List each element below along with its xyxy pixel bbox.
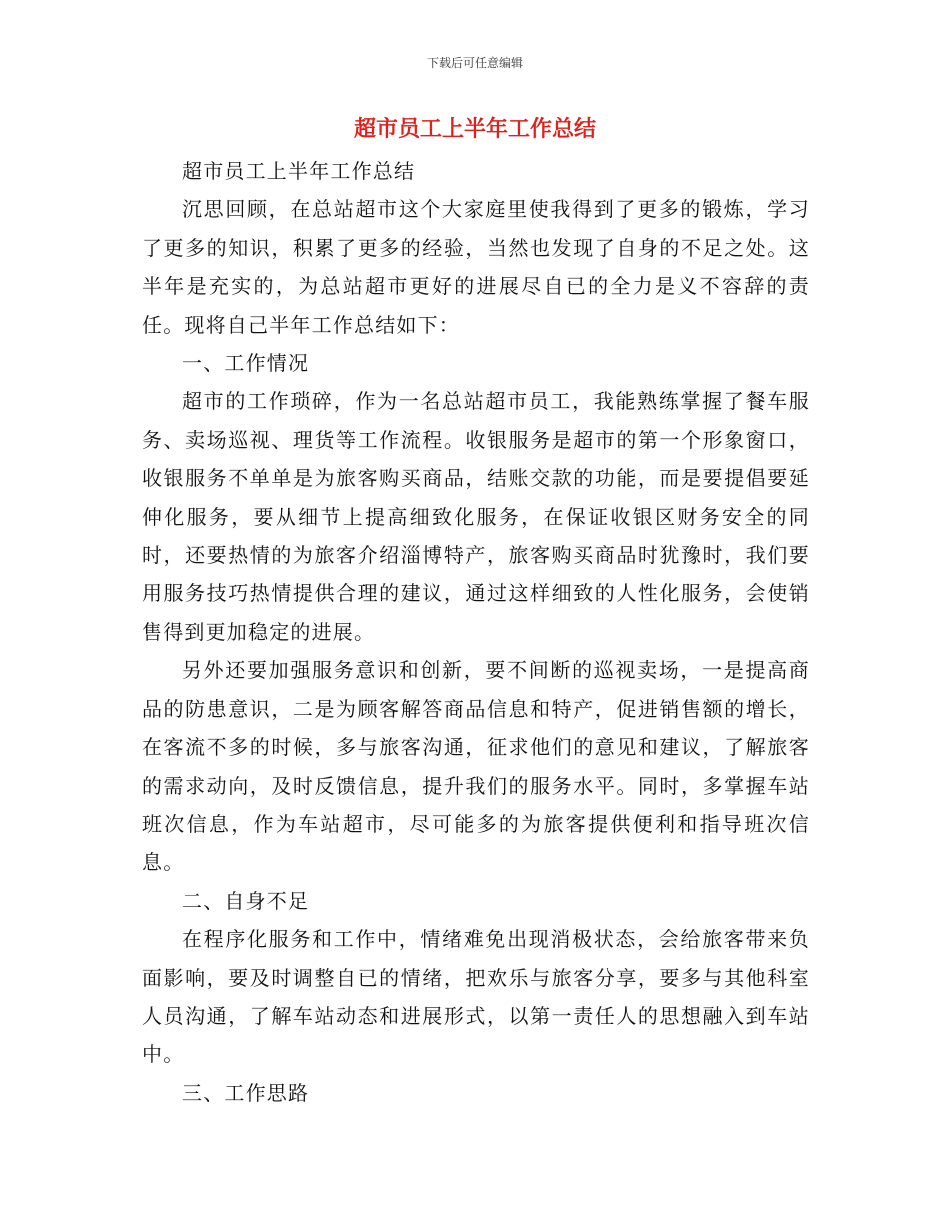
section-heading-shortcomings: 二、自身不足 xyxy=(182,888,310,913)
header-note: 下载后可任意编辑 xyxy=(426,56,523,70)
work-status-paragraph: 超市的工作琐碎，作为一名总站超市员工，我能熟练掌握了餐车服务、卖场巡视、理货等工作流程。收银服务是超市的第一个形象窗口，收银服务不单单是为旅客购买商品，结账交款的功能，而是要提倡要延伸化服务，要从细节上提高细致化服务，在保证收银区财务安全的同时，还要热情的为旅客介绍淄博特产，旅客购买商品时犹豫时，我们要用服务技巧热情提供合理的建议，通过这样细致的人性化服务，会使销售得到更加稳定的进展。 xyxy=(142,389,810,644)
intro-paragraph: 沉思回顾，在总站超市这个大家庭里使我得到了更多的锻炼，学习了更多的知识，积累了更多的经验，当然也发现了自身的不足之处。这半年是充实的，为总站超市更好的进展尽自已的全力是义不容辞的责任。现将自己半年工作总结如下： xyxy=(142,197,810,337)
document-body xyxy=(142,152,810,1112)
section-heading-work-status: 一、工作情况 xyxy=(182,351,310,376)
shortcomings-paragraph: 在程序化服务和工作中，情绪难免出现消极状态，会给旅客带来负面影响，要及时调整自已的情绪，把欢乐与旅客分享，要多与其他科室人员沟通，了解车站动态和进展形式，以第一责任人的思想融入到车站中。 xyxy=(142,927,810,1067)
subtitle-paragraph: 超市员工上半年工作总结 xyxy=(182,159,416,183)
document-title: 超市员工上半年工作总结 xyxy=(353,117,596,142)
service-paragraph: 另外还要加强服务意识和创新，要不间断的巡视卖场，一是提高商品的防患意识，二是为顾客解答商品信息和特产，促进销售额的增长，在客流不多的时候，多与旅客沟通，征求他们的意见和建议，了解旅客的需求动向，及时反馈信息，提升我们的服务水平。同时，多掌握车站班次信息，作为车站超市，尽可能多的为旅客提供便利和指导班次信息。 xyxy=(142,658,810,875)
section-heading-work-plan: 三、工作思路 xyxy=(182,1080,310,1105)
